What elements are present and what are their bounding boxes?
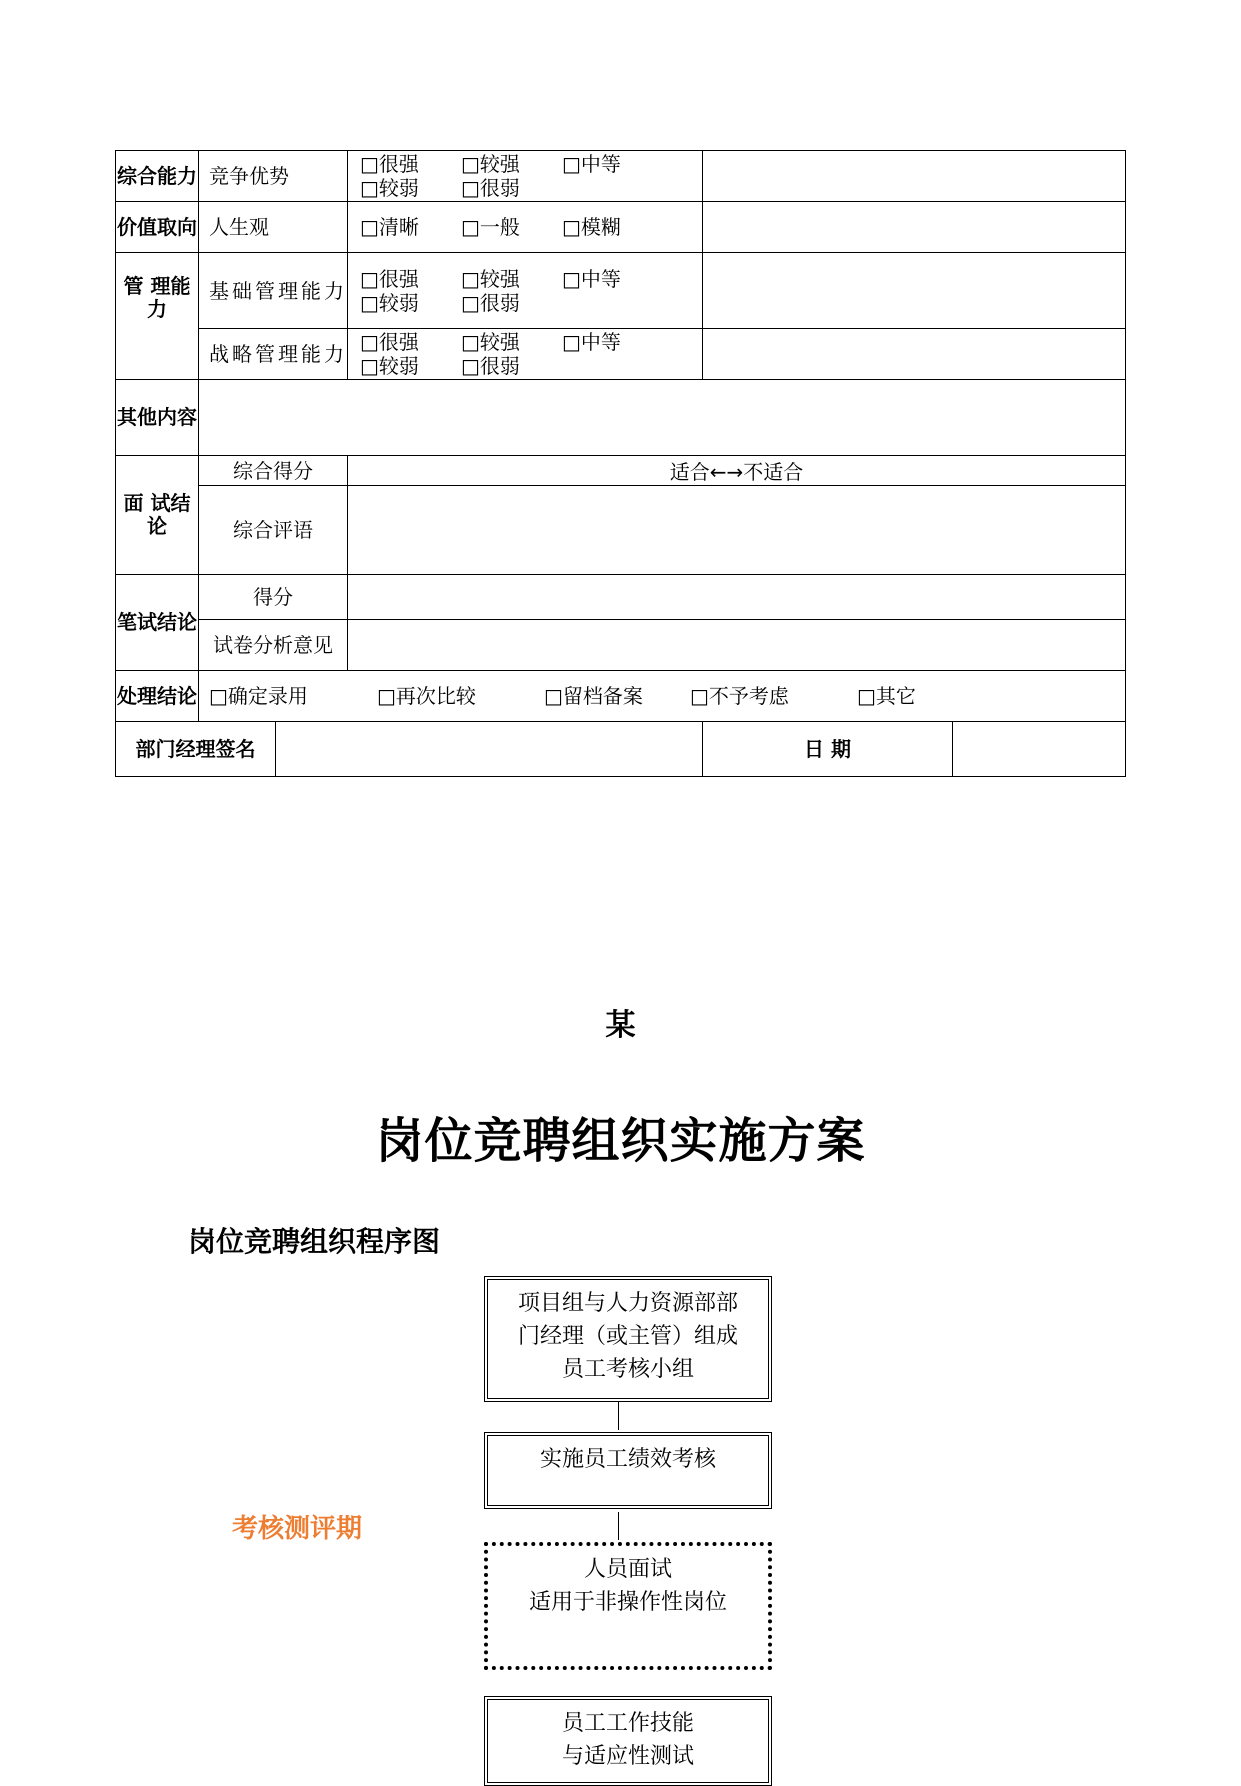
interview-evaluation-form bbox=[115, 150, 1126, 777]
strategic-management-notes[interactable] bbox=[703, 329, 1126, 380]
written-score-label: 得分 bbox=[199, 575, 348, 620]
option-vague[interactable]: □模糊 bbox=[562, 215, 621, 239]
paper-analysis-label: 试卷分析意见 bbox=[199, 620, 348, 671]
life-view-options[interactable] bbox=[348, 202, 703, 253]
date-label: 日 期 bbox=[703, 722, 953, 777]
life-view-label: 人生观 bbox=[199, 202, 348, 253]
option-medium[interactable]: □中等 bbox=[562, 330, 621, 354]
document-subtitle: 某 bbox=[605, 1008, 636, 1043]
flow-step-form-team: 项目组与人力资源部部门经理（或主管）组成员工考核小组 bbox=[484, 1276, 772, 1402]
option-strong[interactable]: □较强 bbox=[461, 266, 520, 291]
other-content-field[interactable] bbox=[199, 380, 1126, 456]
option-very-strong[interactable]: □很强 bbox=[360, 266, 419, 291]
handling-conclusion-header: 处理结论 bbox=[116, 671, 199, 722]
option-hire[interactable]: □确定录用 bbox=[209, 684, 308, 708]
flow-connector bbox=[618, 1512, 619, 1540]
option-weak[interactable]: □较弱 bbox=[360, 354, 419, 378]
document-title: 岗位竞聘组织实施方案 bbox=[375, 1113, 866, 1169]
option-very-weak[interactable]: □很弱 bbox=[461, 354, 520, 378]
flow-step-skill-test-note: 与适应性测试 bbox=[561, 1744, 694, 1769]
manager-signature-label: 部门经理签名 bbox=[116, 722, 276, 777]
section-title: 岗位竞聘组织程序图 bbox=[188, 1225, 441, 1258]
paper-analysis-field[interactable] bbox=[348, 620, 1126, 671]
option-very-weak[interactable]: □很弱 bbox=[461, 290, 520, 315]
strategic-management-label: 战略管理能力 bbox=[199, 329, 348, 380]
written-test-conclusion-header: 笔试结论 bbox=[116, 575, 199, 671]
option-not-considered[interactable]: □不予考虑 bbox=[690, 684, 789, 708]
management-ability-header: 管 理能力 bbox=[116, 253, 199, 380]
flow-connector bbox=[618, 1402, 619, 1430]
option-strong[interactable]: □较强 bbox=[461, 152, 520, 176]
interview-conclusion-header: 面 试结论 bbox=[116, 456, 199, 575]
option-very-strong[interactable]: □很强 bbox=[360, 152, 419, 176]
overall-comment-field[interactable] bbox=[348, 486, 1126, 575]
comprehensive-ability-header: 综合能力 bbox=[116, 151, 199, 202]
option-compare-again[interactable]: □再次比较 bbox=[377, 684, 476, 708]
option-medium[interactable]: □中等 bbox=[562, 152, 621, 176]
option-average[interactable]: □一般 bbox=[461, 215, 520, 239]
option-clear[interactable]: □清晰 bbox=[360, 215, 419, 239]
value-orientation-header: 价值取向 bbox=[116, 202, 199, 253]
basic-management-label: 基础管理能力 bbox=[199, 253, 348, 329]
flow-step-interview-title: 人员面试 bbox=[583, 1557, 672, 1582]
option-weak[interactable]: □较弱 bbox=[360, 176, 419, 200]
competitive-advantage-label: 竞争优势 bbox=[199, 151, 348, 202]
handling-options[interactable] bbox=[199, 671, 1126, 722]
written-score-field[interactable] bbox=[348, 575, 1126, 620]
suitability-scale: 适合←→不适合 bbox=[348, 456, 1126, 486]
life-view-notes[interactable] bbox=[703, 202, 1126, 253]
option-very-weak[interactable]: □很弱 bbox=[461, 176, 520, 200]
option-very-strong[interactable]: □很强 bbox=[360, 330, 419, 354]
overall-score-label: 综合得分 bbox=[199, 456, 348, 486]
flow-step-skill-test-title: 员工工作技能 bbox=[561, 1711, 694, 1736]
strategic-management-options[interactable] bbox=[348, 329, 703, 380]
option-other[interactable]: □其它 bbox=[857, 684, 916, 708]
flow-step-interview-note: 适用于非操作性岗位 bbox=[528, 1590, 727, 1615]
option-medium[interactable]: □中等 bbox=[562, 266, 621, 291]
date-field[interactable] bbox=[953, 722, 1126, 777]
flow-step-interview bbox=[484, 1542, 772, 1670]
manager-signature-field[interactable] bbox=[276, 722, 703, 777]
option-keep-on-file[interactable]: □留档备案 bbox=[544, 684, 643, 708]
other-content-header: 其他内容 bbox=[116, 380, 199, 456]
competitive-advantage-options[interactable] bbox=[348, 151, 703, 202]
basic-management-options[interactable] bbox=[348, 253, 703, 329]
assessment-phase-label: 考核测评期 bbox=[232, 1514, 363, 1544]
overall-comment-label: 综合评语 bbox=[199, 486, 348, 575]
option-strong[interactable]: □较强 bbox=[461, 330, 520, 354]
option-weak[interactable]: □较弱 bbox=[360, 290, 419, 315]
basic-management-notes[interactable] bbox=[703, 253, 1126, 329]
competitive-advantage-notes[interactable] bbox=[703, 151, 1126, 202]
flow-step-performance-review: 实施员工绩效考核 bbox=[484, 1432, 772, 1509]
flow-step-skill-test bbox=[484, 1696, 772, 1786]
